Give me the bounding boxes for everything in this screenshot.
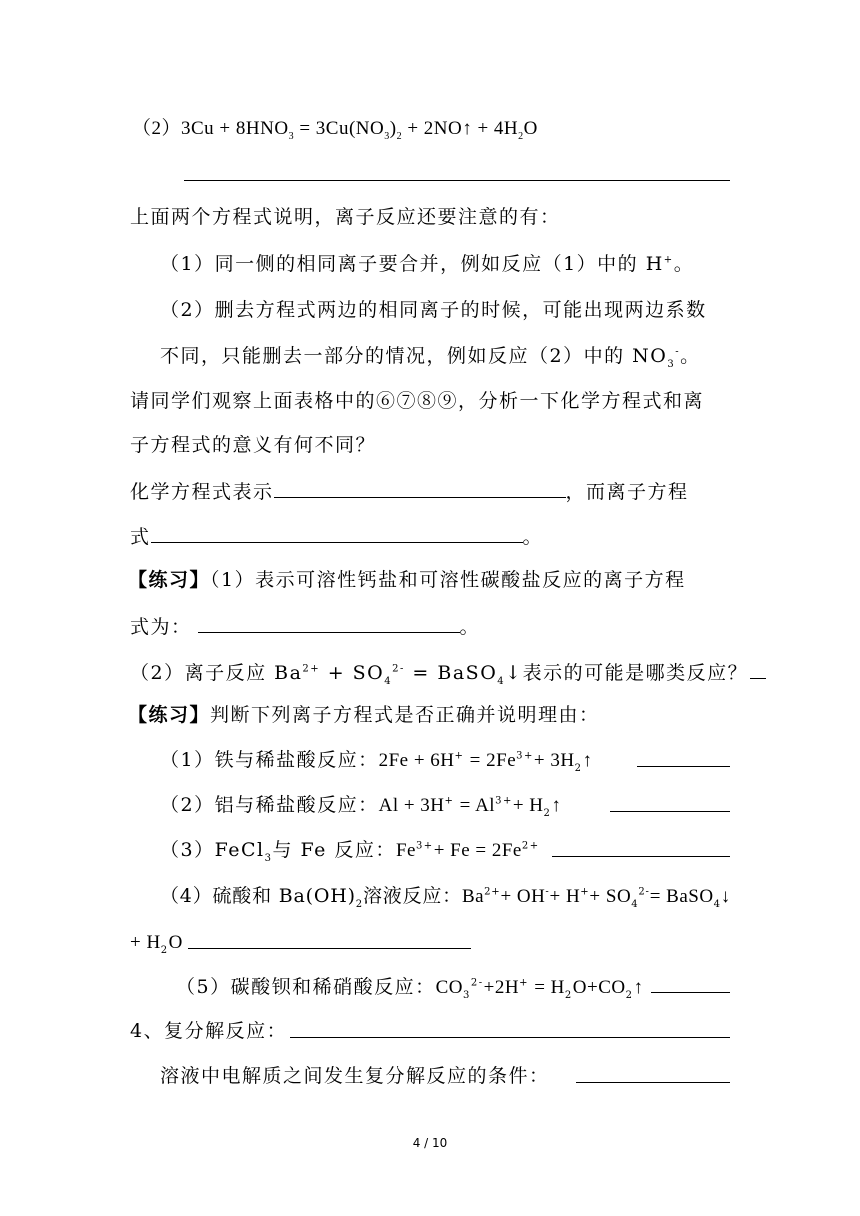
exercise1-q1-line2 xyxy=(130,612,480,640)
eq-sub: 3 xyxy=(463,989,471,1001)
note-text: （1）同一侧的相同离子要合并，例如反应（1）中的 H xyxy=(160,253,664,275)
eq-sup: 2+ xyxy=(302,663,321,675)
exercise-text: ↓表示的可能是哪类反应？ xyxy=(505,662,749,684)
note-sub: 3 xyxy=(667,358,676,370)
eq-text: O+CO xyxy=(572,977,626,998)
exercise2-item1 xyxy=(160,747,592,774)
exercise2-item2 xyxy=(160,792,561,819)
eq-sup: + xyxy=(580,886,590,898)
eq-sub: 2 xyxy=(396,130,403,142)
eq-text: = 2Fe xyxy=(464,750,517,771)
exercise-text: + SO xyxy=(320,662,385,684)
eq-text: + SO xyxy=(589,886,632,907)
exercise1-q2 xyxy=(130,658,766,686)
item-label: （1）铁与稀盐酸反应： xyxy=(160,749,379,771)
eq-sup: 2- xyxy=(470,977,484,989)
eq-sub: 2 xyxy=(543,807,552,819)
note-2-line1: （2）删去方程式两边的相同离子的时候，可能出现两边系数 xyxy=(160,299,707,321)
eq-sub: 3 xyxy=(264,852,273,864)
meaning-line1 xyxy=(130,477,689,505)
eq-sub: 2 xyxy=(574,762,583,774)
answer-blank-meaning-2[interactable] xyxy=(151,522,523,543)
answer-blank-ex1-q2[interactable] xyxy=(750,658,766,679)
eq-sub: 2 xyxy=(518,130,524,142)
note-sup: + xyxy=(663,254,674,266)
eq-sup: 2+ xyxy=(521,840,540,852)
item-label: （3）FeCl xyxy=(160,839,265,861)
eq-text: = BaSO xyxy=(649,886,714,907)
eq-sub: 2 xyxy=(625,989,634,1001)
answer-blank-ex1-q1[interactable] xyxy=(198,612,460,633)
eq-text: ↑ xyxy=(633,977,644,998)
eq-sub: 4 xyxy=(497,675,506,687)
eq-text: = 3Cu(NO xyxy=(294,118,385,139)
eq-sub: 2 xyxy=(355,898,363,910)
observe-line2: 子方程式的意义有何不同？ xyxy=(130,434,377,456)
meaning-text: 化学方程式表示 xyxy=(130,481,274,503)
answer-line-eq2[interactable] xyxy=(184,180,730,181)
answer-line-condition[interactable] xyxy=(576,1082,730,1083)
eq-sup: 2+ xyxy=(484,886,501,898)
exercise-tag: 【练习】 xyxy=(128,569,211,591)
item-label: （2）铝与稀盐酸反应： xyxy=(160,794,379,816)
eq-text: + OH xyxy=(500,886,546,907)
eq-text: + 2NO↑ + 4H xyxy=(402,118,519,139)
eq-sub: 4 xyxy=(384,675,393,687)
note-text: 不同，只能删去一部分的情况，例如反应（2）中的 NO xyxy=(160,345,668,367)
section4-condition: 溶液中电解质之间发生复分解反应的条件： xyxy=(160,1065,550,1087)
answer-blank-meaning-1[interactable] xyxy=(274,477,566,498)
exercise2-item4 xyxy=(160,883,731,910)
eq-sup: 2- xyxy=(638,886,650,898)
eq-sup: 3+ xyxy=(415,840,434,852)
exercise2-item3 xyxy=(160,837,540,864)
observe-line1: 请同学们观察上面表格中的⑥⑦⑧⑨，分析一下化学方程式和离 xyxy=(130,390,705,412)
item-label: 与 Fe 反应： xyxy=(272,839,396,861)
item-label: （5）碳酸钡和稀硝酸反应： xyxy=(176,976,436,998)
eq-sup: + xyxy=(519,977,529,989)
note-sup: - xyxy=(675,346,681,358)
exercise2-intro xyxy=(128,702,600,728)
eq-text: + 3H xyxy=(533,750,575,771)
exercise2-item5 xyxy=(176,974,643,1001)
meaning-line2 xyxy=(130,522,543,550)
eq-text: +2H xyxy=(483,977,520,998)
eq-text: = Al xyxy=(454,795,496,816)
eq-sub: 2 xyxy=(160,944,169,956)
eq-text: ↓ xyxy=(720,886,731,907)
eq-text: O xyxy=(523,118,538,139)
eq-text: = H xyxy=(528,977,565,998)
answer-line-item5[interactable] xyxy=(651,992,730,993)
eq-sub: 4 xyxy=(713,898,721,910)
exercise1-q1-line1 xyxy=(128,567,686,593)
item-label: 溶液反应： xyxy=(362,885,462,907)
meaning-text: ，而离子方程 xyxy=(565,481,689,503)
page-number: 4 / 10 xyxy=(412,1136,448,1150)
eq-text: ↑ xyxy=(582,750,593,771)
eq-text: + H xyxy=(549,886,581,907)
meaning-text: 。 xyxy=(522,526,544,548)
eq-text: Fe xyxy=(395,840,416,861)
answer-line-item3[interactable] xyxy=(552,856,730,857)
exercise-text: （1）表示可溶性钙盐和可溶性碳酸盐反应的离子方程 xyxy=(210,569,686,591)
eq-sup: 3+ xyxy=(516,750,534,762)
item-label: （4）硫酸和 Ba(OH) xyxy=(160,885,356,907)
exercise-text: 。 xyxy=(459,616,481,638)
eq-text: ) xyxy=(389,118,397,139)
note-text: 。 xyxy=(673,253,695,275)
eq-text: （2）3Cu + 8HNO xyxy=(132,118,289,139)
eq-sub: 2 xyxy=(564,989,573,1001)
exercise-text: = BaSO xyxy=(404,662,498,684)
eq-sup: 2- xyxy=(392,663,405,675)
note-text: 。 xyxy=(680,345,701,367)
exercise2-item4-continued xyxy=(130,929,183,956)
eq-text: + H xyxy=(512,795,544,816)
answer-line-item1[interactable] xyxy=(637,766,730,767)
exercise-text: （2）离子反应 Ba xyxy=(130,662,303,684)
eq-text: CO xyxy=(435,977,463,998)
section4-title: 4、复分解反应： xyxy=(130,1020,288,1042)
eq-sub: 3 xyxy=(384,130,390,142)
eq-text: 2Fe + 6H xyxy=(378,750,455,771)
eq-sub: 3 xyxy=(288,130,295,142)
answer-line-item2[interactable] xyxy=(610,811,730,812)
eq-sup: + xyxy=(454,750,465,762)
note-2-line2 xyxy=(160,343,701,369)
eq-text: + H xyxy=(130,932,161,953)
eq-sub: 4 xyxy=(631,898,639,910)
eq-text: Ba xyxy=(461,886,485,907)
equation-2 xyxy=(132,116,538,142)
meaning-text: 式 xyxy=(130,526,151,548)
eq-sup: + xyxy=(444,795,455,807)
eq-text: O xyxy=(168,932,183,953)
answer-line-item4[interactable] xyxy=(188,948,471,949)
eq-sup: 3+ xyxy=(495,795,513,807)
eq-text: Al + 3H xyxy=(378,795,445,816)
eq-sup: - xyxy=(545,886,550,898)
eq-text: + Fe = 2Fe xyxy=(433,840,522,861)
exercise-text: 判断下列离子方程式是否正确并说明理由： xyxy=(210,704,600,726)
exercise-text: 式为： xyxy=(130,616,192,638)
note-1 xyxy=(160,251,694,277)
exercise-tag: 【练习】 xyxy=(128,704,211,726)
answer-line-section4[interactable] xyxy=(290,1037,730,1038)
note-intro: 上面两个方程式说明，离子反应还要注意的有： xyxy=(130,206,561,228)
eq-text: ↑ xyxy=(551,795,562,816)
